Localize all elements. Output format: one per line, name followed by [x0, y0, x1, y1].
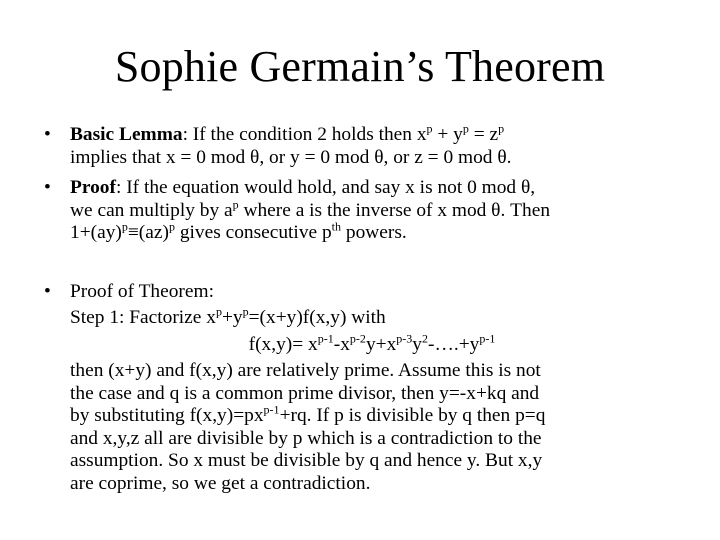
- para-line-1: then (x+y) and f(x,y) are relatively prime. Assume this is not: [70, 360, 541, 381]
- bullet-proof: [44, 177, 674, 245]
- bullet-basic-lemma: [44, 121, 674, 169]
- lemma-line-1: Basic Lemma: If the condition 2 holds then $x^p + y^p = z^p$: [70, 121, 505, 145]
- lemma-line-2: implies that x = 0 mod θ, or y = 0 mod θ, or z = 0 mod θ.: [70, 146, 512, 168]
- bullet-dot: •: [44, 124, 51, 145]
- para-line-6: are coprime, so we get a contradiction.: [70, 472, 371, 494]
- formula-f: $f(x,y)= x^{p-1}-x^{p-2}y+x^{p-3}y^2-\dots.+y^{p-1}$: [248, 331, 496, 355]
- proof-line-3: 1+(ay)$^p$≡(az)$^p$ gives consecutive $p^{th}$ powers.: [70, 219, 407, 243]
- proof-line-1: Proof: If the equation would hold, and say x is not 0 mod θ,: [70, 177, 536, 198]
- step-1-line: Step 1: Factorize $x^p+y^p=(x+y)f(x,y)$ with: [70, 304, 386, 328]
- slide-title: Sophie Germain’s Theorem: [114, 42, 606, 91]
- proof-line-2: we can multiply by $a^p$ where a is the inverse of x mod θ. Then: [70, 197, 551, 221]
- para-line-5: assumption. So x must be divisible by q and hence y. But x,y: [70, 450, 543, 471]
- theorem-heading: Proof of Theorem:: [70, 280, 214, 302]
- bullet-dot: •: [44, 280, 51, 302]
- lemma-label: Basic Lemma: [70, 124, 183, 145]
- theorem-paragraph: [70, 360, 674, 495]
- para-line-4: and x,y,z all are divisible by p which is a contradiction to the: [70, 427, 542, 449]
- proof-label: Proof: [70, 177, 116, 198]
- bullet-proof-of-theorem: [44, 281, 674, 496]
- para-line-3: by substituting $f(x,y)=px^{p-1}+rq$. If p is divisible by q then p=q: [70, 402, 546, 426]
- bullet-dot: •: [44, 177, 51, 198]
- para-line-2: the case and q is a common prime divisor, then y=-x+kq and: [70, 382, 540, 404]
- slide-body: [44, 121, 674, 495]
